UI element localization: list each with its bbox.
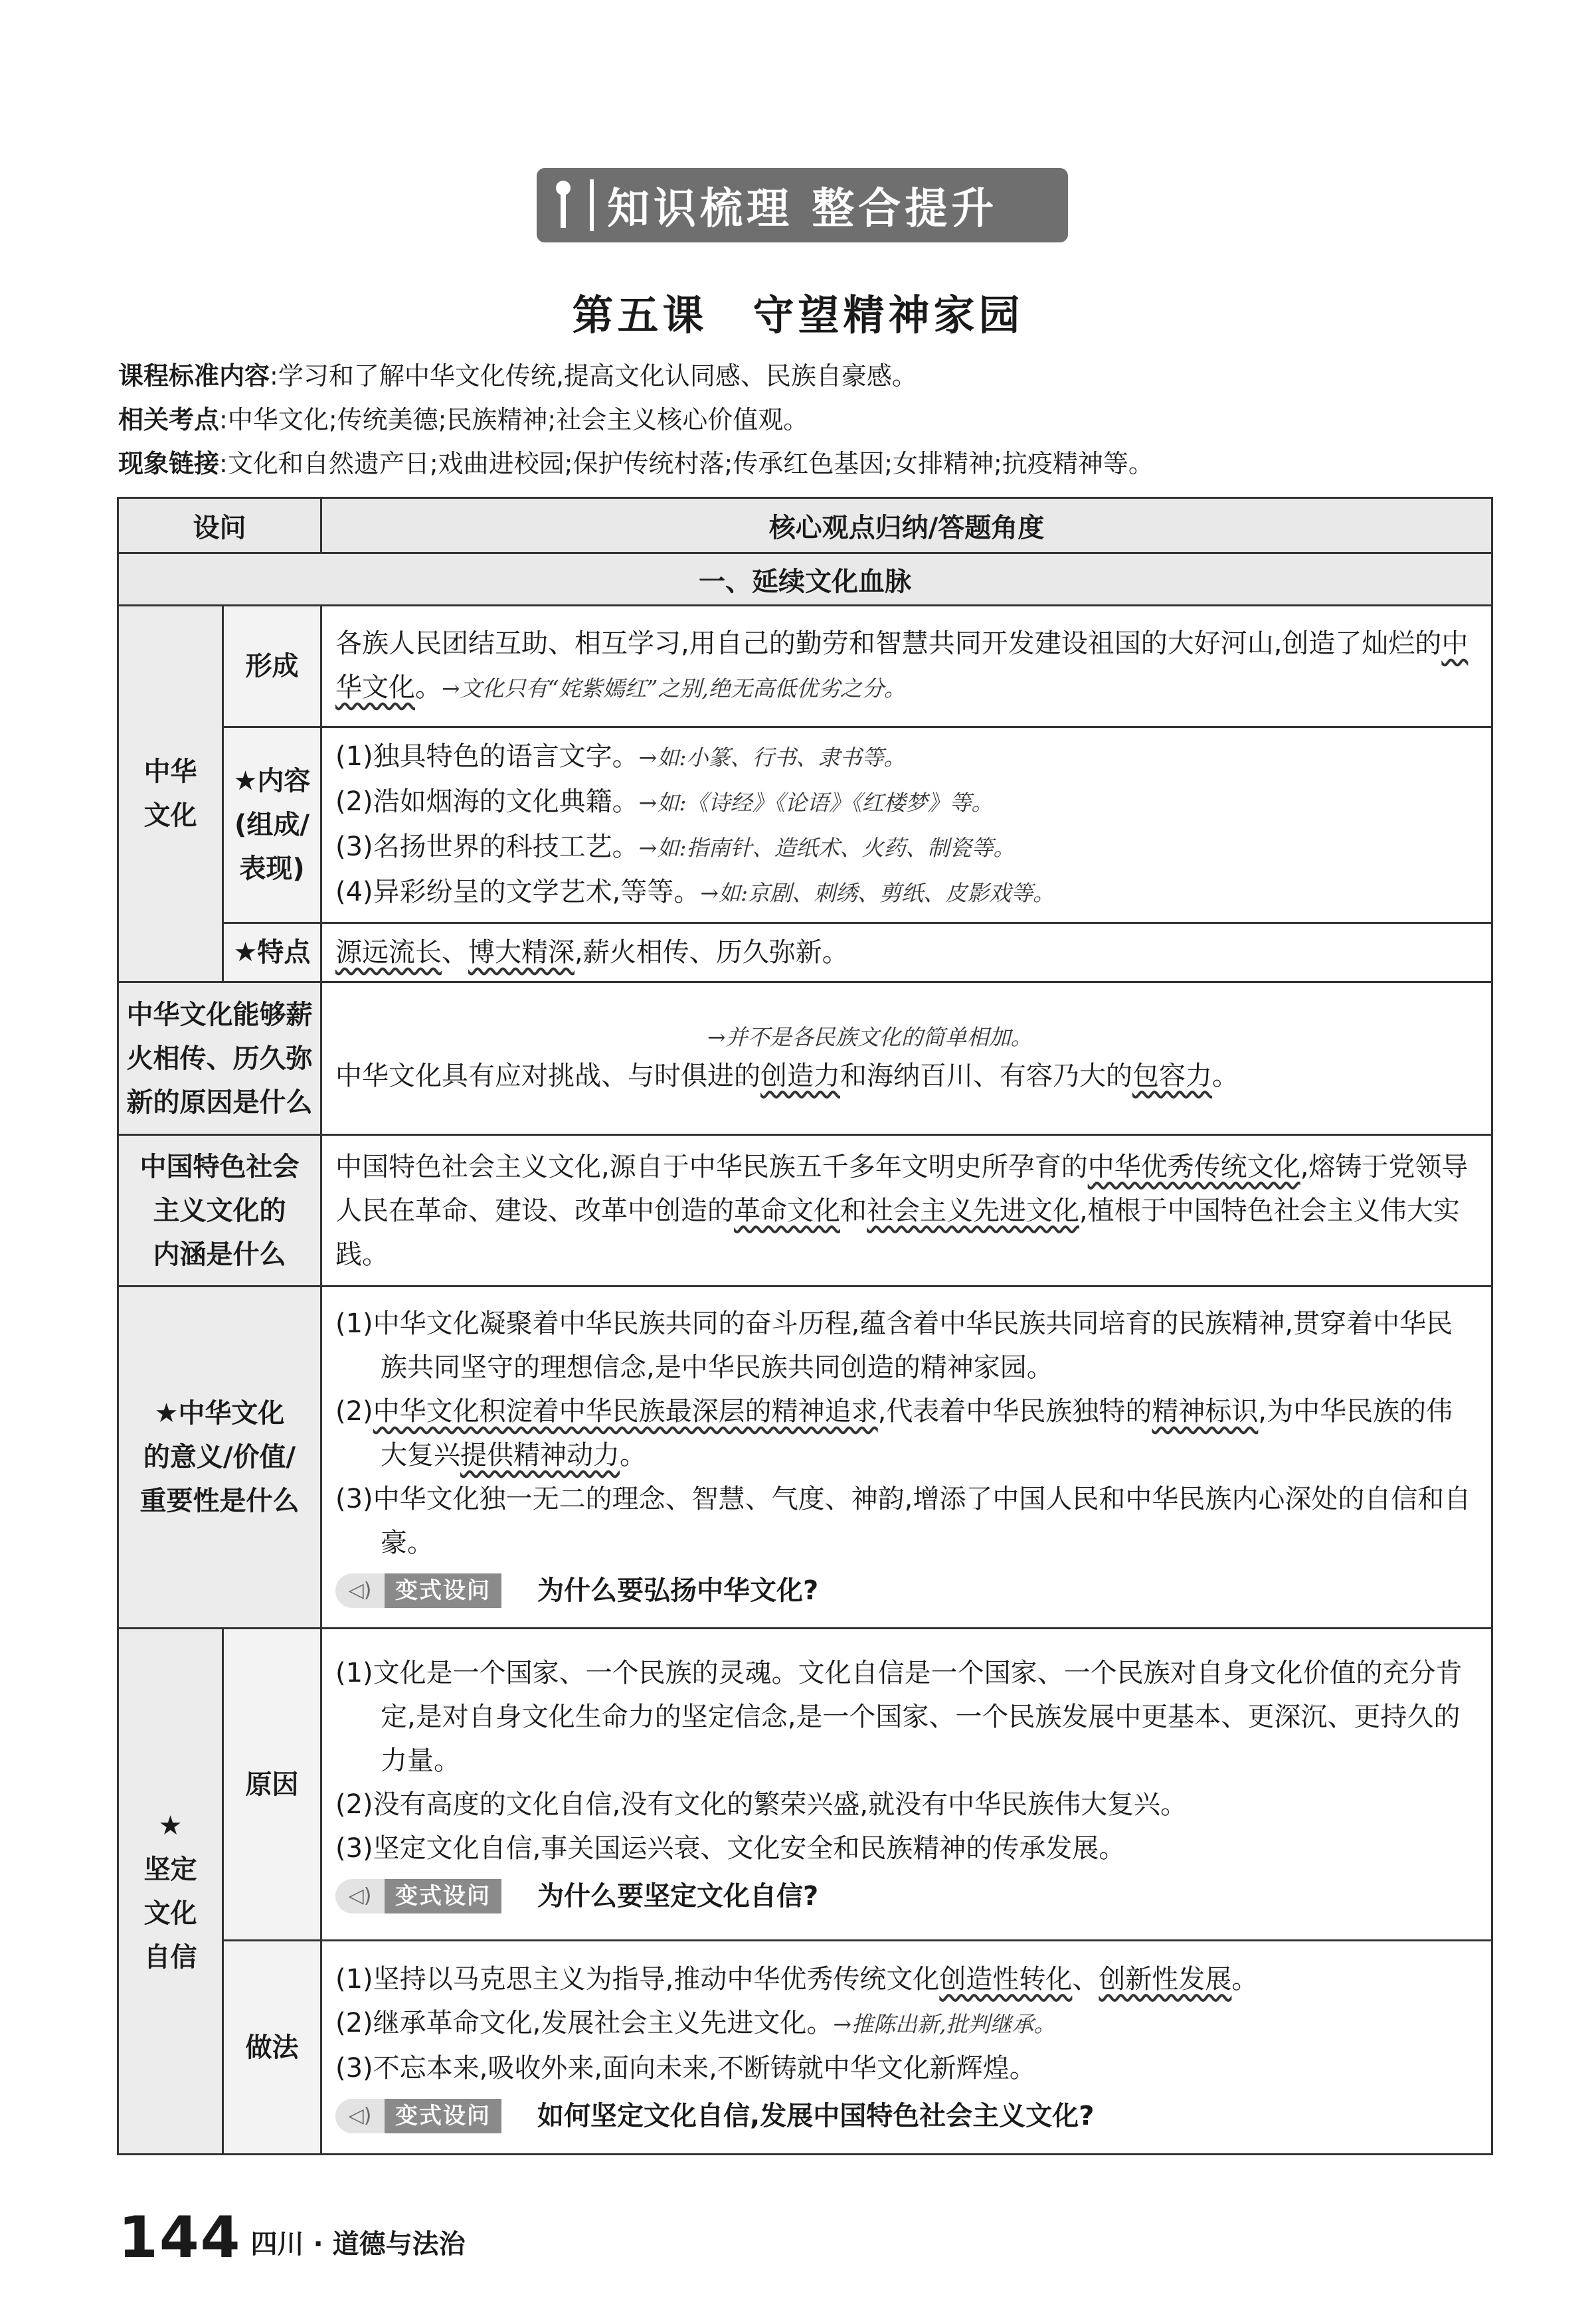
- variant-tag: 变式设问: [385, 1879, 501, 1914]
- q-endure-label: 中华文化能够薪 火相传、历久弥 新的原因是什么: [118, 982, 321, 1135]
- q-confidence-label: ★ 坚定 文化 自信: [118, 1629, 223, 2155]
- col-question-header: 设问: [118, 498, 321, 553]
- variant-question-text: 如何坚定文化自信,发展中国特色社会主义文化?: [537, 2100, 1095, 2131]
- knowledge-table: [117, 497, 1493, 2155]
- q-meaning-answer: [321, 1287, 1492, 1629]
- variant-tag: 变式设问: [385, 1573, 501, 1608]
- culture-label: 中华 文化: [118, 606, 223, 982]
- section-banner: [537, 168, 1068, 242]
- variant-question: [335, 2094, 1478, 2138]
- list-item: (3)坚定文化自信,事关国运兴衰、文化安全和民族精神的传承发展。: [335, 1832, 1126, 1864]
- list-item: (1)中华文化凝聚着中华民族共同的奋斗历程,蕴含着中华民族共同培育的民族精神,贯穿着中华民族共同坚守的理想信念,是中华民族共同创造的精神家园。: [335, 1308, 1453, 1383]
- q-socialist-answer: 中国特色社会主义文化,源自于中华民族五千多年文明史所孕育的中华优秀传统文化,熔铸于党领导人民在革命、建设、改革中创造的革命文化和社会主义先进文化,植根于中国特色社会主义伟大实践。: [321, 1135, 1492, 1287]
- variant-question: [335, 1569, 1478, 1613]
- list-item: (2)继承革命文化,发展社会主义先进文化。→推陈出新,批判继承。: [335, 2007, 1056, 2038]
- speaker-icon: ◁): [335, 1573, 385, 1608]
- list-item: (3)名扬世界的科技工艺。→如:指南针、造纸术、火药、制瓷等。: [335, 832, 1016, 862]
- formation-text: 各族人民团结互助、相互学习,用自己的勤劳和智慧共同开发建设祖国的大好河山,创造了灿烂的中华文化。→文化只有“姹紫嫣红”之别,绝无高低优劣之分。: [321, 606, 1492, 727]
- content-list: [321, 727, 1492, 923]
- speaker-icon: ◁): [335, 1879, 385, 1914]
- section-row: [118, 553, 1492, 606]
- formation-label: 形成: [223, 606, 321, 727]
- meta-line-phenomena: 现象链接:文化和自然遗产日;戏曲进校园;保护传统村落;传承红色基因;女排精神;抗疫精神等。: [118, 449, 1154, 478]
- col-answer-header: 核心观点归纳/答题角度: [321, 498, 1492, 553]
- table-row: [118, 1287, 1492, 1629]
- footer-text: 四川 · 道德与法治: [250, 2229, 466, 2260]
- variant-question-text: 为什么要弘扬中华文化?: [537, 1575, 819, 1606]
- table-row: [118, 1135, 1492, 1287]
- q-meaning-label: ★中华文化 的意义/价值/ 重要性是什么: [118, 1287, 321, 1629]
- page-footer: [118, 2204, 466, 2271]
- list-item: (3)中华文化独一无二的理念、智慧、气度、神韵,增添了中国人民和中华民族内心深处的自信和自豪。: [335, 1484, 1471, 1558]
- variant-question: [335, 1874, 1478, 1918]
- list-item: (1)文化是一个国家、一个民族的灵魂。文化自信是一个国家、一个民族对自身文化价值的充分肯定,是对自身文化生命力的坚定信念,是一个国家、一个民族发展中更基本、更深沉、更持久的力量。: [335, 1657, 1463, 1776]
- q-endure-answer: →并不是各民族文化的简单相加。 中华文化具有应对挑战、与时俱进的创造力和海纳百川、有容乃大的包容力。: [321, 982, 1492, 1135]
- meta-line-standard: 课程标准内容:学习和了解中华文化传统,提高文化认同感、民族自豪感。: [118, 361, 917, 391]
- table-row: [118, 727, 1492, 923]
- features-label: ★特点: [223, 923, 321, 982]
- section-title: 一、延续文化血脉: [118, 553, 1492, 606]
- table-row: [118, 1629, 1492, 1941]
- list-item: (4)异彩纷呈的文学艺术,等等。→如:京剧、刺绣、剪纸、皮影戏等。: [335, 877, 1055, 907]
- speaker-icon: ◁): [335, 2099, 385, 2133]
- handwritten-note: →并不是各民族文化的简单相加。: [707, 1024, 1033, 1050]
- method-answer: [321, 1941, 1492, 2155]
- table-header: [118, 498, 1492, 553]
- list-item: (2)浩如烟海的文化典籍。→如:《诗经》《论语》《红楼梦》等。: [335, 786, 994, 817]
- table-row: [118, 1941, 1492, 2155]
- lesson-title: 第五课 守望精神家园: [572, 291, 1024, 339]
- banner-title: 知识梳理 整合提升: [607, 185, 998, 234]
- list-item: (1)独具特色的语言文字。→如:小篆、行书、隶书等。: [335, 741, 906, 772]
- list-item: (3)不忘本来,吸收外来,面向未来,不断铸就中华文化新辉煌。: [335, 2052, 1036, 2084]
- list-item: (1)坚持以马克思主义为指导,推动中华优秀传统文化创造性转化、创新性发展。: [335, 1963, 1259, 1995]
- list-item: (2)中华文化积淀着中华民族最深层的精神追求,代表着中华民族独特的精神标识,为中华民族的伟大复兴提供精神动力。: [335, 1396, 1453, 1470]
- handwritten-note: →文化只有“姹紫嫣红”之别,绝无高低优劣之分。: [442, 675, 906, 701]
- variant-question-text: 为什么要坚定文化自信?: [537, 1880, 819, 1912]
- method-label: 做法: [223, 1941, 321, 2155]
- list-item: (2)没有高度的文化自信,没有文化的繁荣兴盛,就没有中华民族伟大复兴。: [335, 1789, 1188, 1820]
- meta-line-points: 相关考点:中华文化;传统美德;民族精神;社会主义核心价值观。: [118, 405, 809, 434]
- variant-tag: 变式设问: [385, 2099, 501, 2133]
- q-socialist-label: 中国特色社会 主义文化的 内涵是什么: [118, 1135, 321, 1287]
- reason-label: 原因: [223, 1629, 321, 1941]
- handwritten-note: →推陈出新,批判继承。: [833, 2010, 1056, 2037]
- table-row: [118, 982, 1492, 1135]
- reason-answer: [321, 1629, 1492, 1941]
- table-row: [118, 606, 1492, 727]
- features-text: 源远流长、博大精深,薪火相传、历久弥新。: [321, 923, 1492, 982]
- banner-divider: [590, 179, 594, 231]
- content-label: ★内容 (组成/ 表现): [223, 727, 321, 923]
- pin-icon: [537, 168, 590, 242]
- table-row: [118, 923, 1492, 982]
- page-number: 144: [118, 2204, 242, 2271]
